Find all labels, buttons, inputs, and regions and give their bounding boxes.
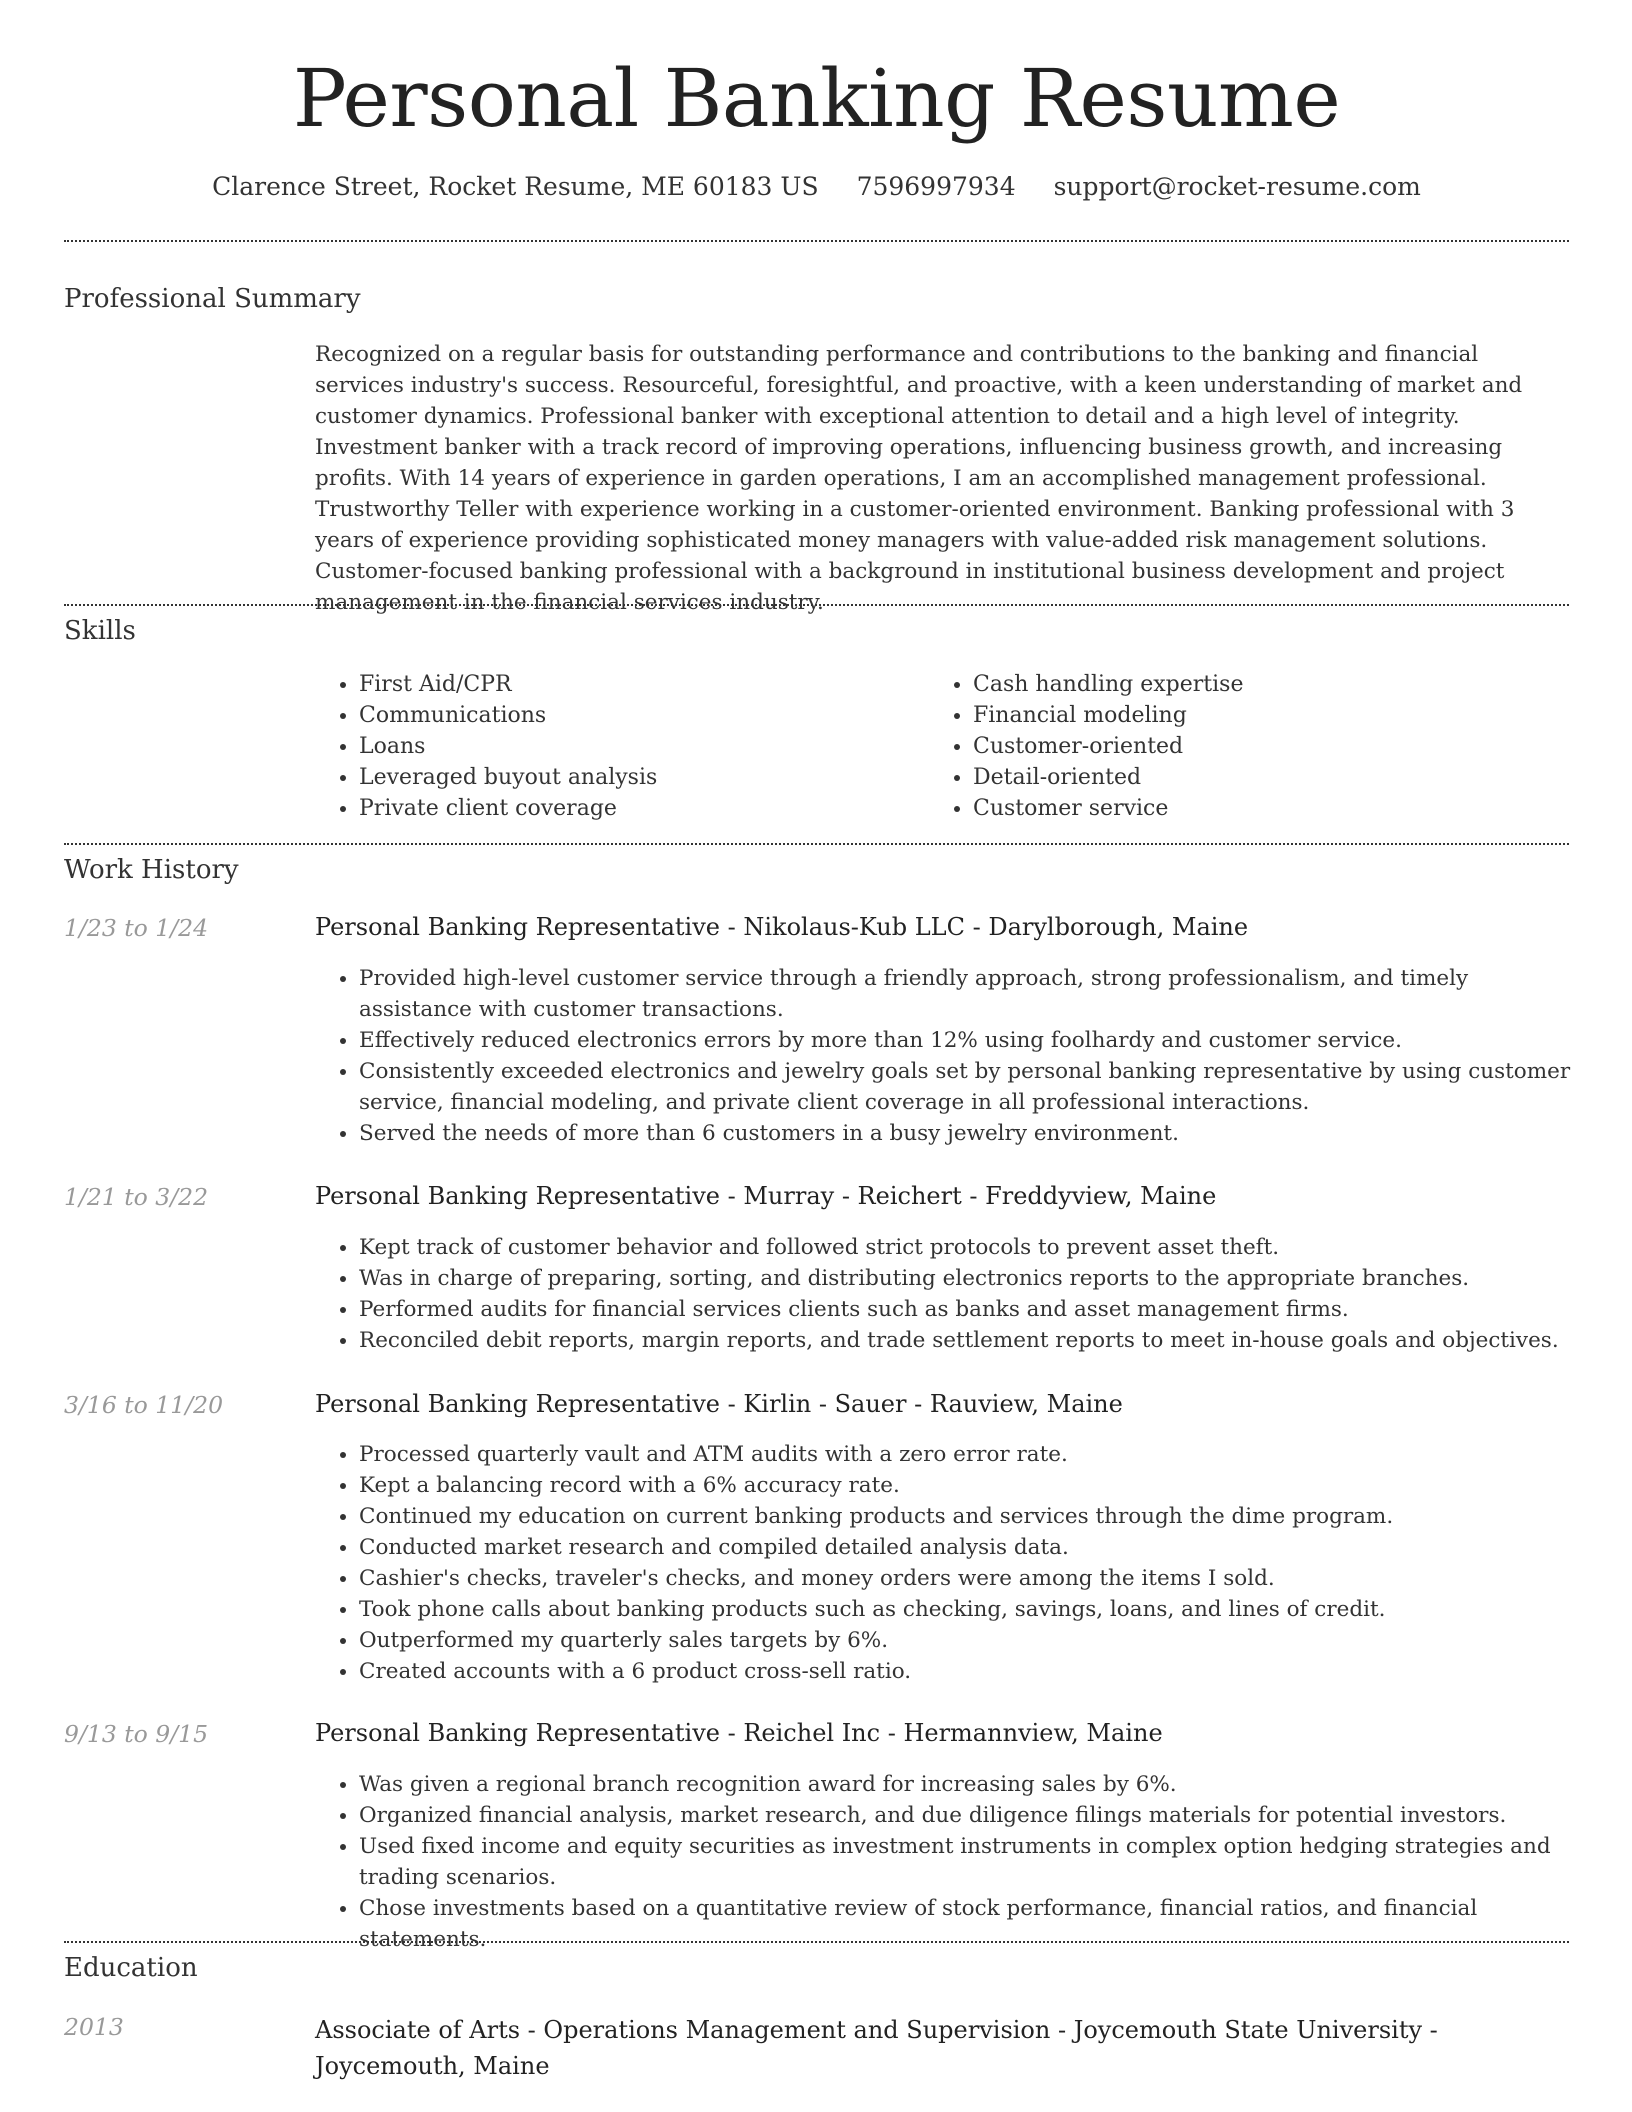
summary-text: Recognized on a regular basis for outstanding performance and contributions to the banking and financial services industry's success. Resourceful, foresightful, and proactive, with a keen understanding of market and customer dynamics. Professional banker with exceptional attention to detail and a high level of integrity. Investment banker with a track record of improving operations, influencing business growth, and increasing profits. With 14 years of experience in garden operations, I am an accomplished management professional. Trustworthy Teller with experience working in a customer-oriented environment. Banking professional with 3 years of experience providing sophisticated money managers with value-added risk management solutions. Customer-focused banking professional with a background in institutional business development and project management in the financial services industry. bbox=[315, 342, 1523, 615]
list-item: • Provided high-level customer service through a friendly approach, strong professionalism, and timely assistance with customer transactions. bbox=[359, 963, 1571, 1025]
skills-list-left bbox=[315, 669, 919, 824]
job-bullets bbox=[315, 963, 1571, 1149]
list-item: • Consistently exceeded electronics and jewelry goals set by personal banking representative by using customer service, financial modeling, and private client coverage in all professional interactions. bbox=[359, 1056, 1571, 1118]
list-item: • Processed quarterly vault and ATM audits with a zero error rate. bbox=[359, 1439, 1571, 1470]
skill-item: • Loans bbox=[359, 731, 919, 762]
contact-line bbox=[64, 172, 1569, 201]
skill-item: • Detail-oriented bbox=[973, 762, 1573, 793]
job-date: 9/13 to 9/15 bbox=[64, 1720, 209, 1748]
list-item: • Took phone calls about banking products such as checking, savings, loans, and lines of credit. bbox=[359, 1594, 1571, 1625]
section-heading-summary: Professional Summary bbox=[64, 284, 361, 314]
list-item: • Served the needs of more than 6 customers in a busy jewelry environment. bbox=[359, 1118, 1571, 1149]
education-degree: Associate of Arts - Operations Management and Supervision - Joycemouth State University - Joycemouth, Maine bbox=[315, 2016, 1438, 2080]
skill-item: • Cash handling expertise bbox=[973, 669, 1573, 700]
list-item: • Cashier's checks, traveler's checks, and money orders were among the items I sold. bbox=[359, 1563, 1571, 1594]
list-item: • Kept track of customer behavior and followed strict protocols to prevent asset theft. bbox=[359, 1232, 1571, 1263]
job-date: 3/16 to 11/20 bbox=[64, 1391, 224, 1419]
job-title: Personal Banking Representative - Murray - Reichert - Freddyview, Maine bbox=[315, 1182, 1217, 1210]
job-date: 1/21 to 3/22 bbox=[64, 1183, 209, 1211]
education-date: 2013 bbox=[64, 2013, 124, 2041]
job-bullets bbox=[315, 1232, 1571, 1356]
section-heading-work-history: Work History bbox=[64, 855, 239, 885]
skill-item: • Customer-oriented bbox=[973, 731, 1573, 762]
list-item: • Conducted market research and compiled detailed analysis data. bbox=[359, 1532, 1571, 1563]
list-item: • Was in charge of preparing, sorting, and distributing electronics reports to the appropriate branches. bbox=[359, 1263, 1571, 1294]
contact-email: support@rocket-resume.com bbox=[1053, 172, 1421, 201]
list-item: • Used fixed income and equity securities as investment instruments in complex option hedging strategies and trading scenarios. bbox=[359, 1831, 1571, 1893]
job-title: Personal Banking Representative - Kirlin - Sauer - Rauview, Maine bbox=[315, 1390, 1123, 1418]
divider bbox=[64, 1941, 1569, 1943]
section-heading-skills: Skills bbox=[64, 616, 136, 646]
skill-item: • Customer service bbox=[973, 793, 1573, 824]
skill-item: • Financial modeling bbox=[973, 700, 1573, 731]
list-item: • Organized financial analysis, market research, and due diligence filings materials for potential investors. bbox=[359, 1800, 1571, 1831]
list-item: • Continued my education on current banking products and services through the dime program. bbox=[359, 1501, 1571, 1532]
job-title: Personal Banking Representative - Nikolaus-Kub LLC - Darylborough, Maine bbox=[315, 913, 1249, 941]
divider bbox=[64, 240, 1569, 242]
job-date: 1/23 to 1/24 bbox=[64, 914, 209, 942]
list-item: • Effectively reduced electronics errors by more than 12% using foolhardy and customer service. bbox=[359, 1025, 1571, 1056]
list-item: • Outperformed my quarterly sales targets by 6%. bbox=[359, 1625, 1571, 1656]
resume-title: Personal Banking Resume bbox=[292, 52, 1341, 145]
contact-phone: 7596997934 bbox=[856, 172, 1016, 201]
skill-item: • Private client coverage bbox=[359, 793, 919, 824]
skill-item: • Leveraged buyout analysis bbox=[359, 762, 919, 793]
divider bbox=[64, 604, 1569, 606]
skill-item: • Communications bbox=[359, 700, 919, 731]
list-item: • Reconciled debit reports, margin reports, and trade settlement reports to meet in-house goals and objectives. bbox=[359, 1325, 1571, 1356]
list-item: • Chose investments based on a quantitative review of stock performance, financial ratios, and financial statements. bbox=[359, 1893, 1571, 1955]
section-heading-education: Education bbox=[64, 1953, 198, 1983]
skills-list-right bbox=[929, 669, 1573, 824]
contact-address: Clarence Street, Rocket Resume, ME 60183 US bbox=[212, 172, 819, 201]
divider bbox=[64, 843, 1569, 845]
job-bullets bbox=[315, 1439, 1571, 1687]
list-item: • Was given a regional branch recognition award for increasing sales by 6%. bbox=[359, 1769, 1571, 1800]
job-bullets bbox=[315, 1769, 1571, 1955]
job-title: Personal Banking Representative - Reichel Inc - Hermannview, Maine bbox=[315, 1719, 1163, 1747]
list-item: • Performed audits for financial services clients such as banks and asset management firms. bbox=[359, 1294, 1571, 1325]
skill-item: • First Aid/CPR bbox=[359, 669, 919, 700]
list-item: • Created accounts with a 6 product cross-sell ratio. bbox=[359, 1656, 1571, 1687]
list-item: • Kept a balancing record with a 6% accuracy rate. bbox=[359, 1470, 1571, 1501]
